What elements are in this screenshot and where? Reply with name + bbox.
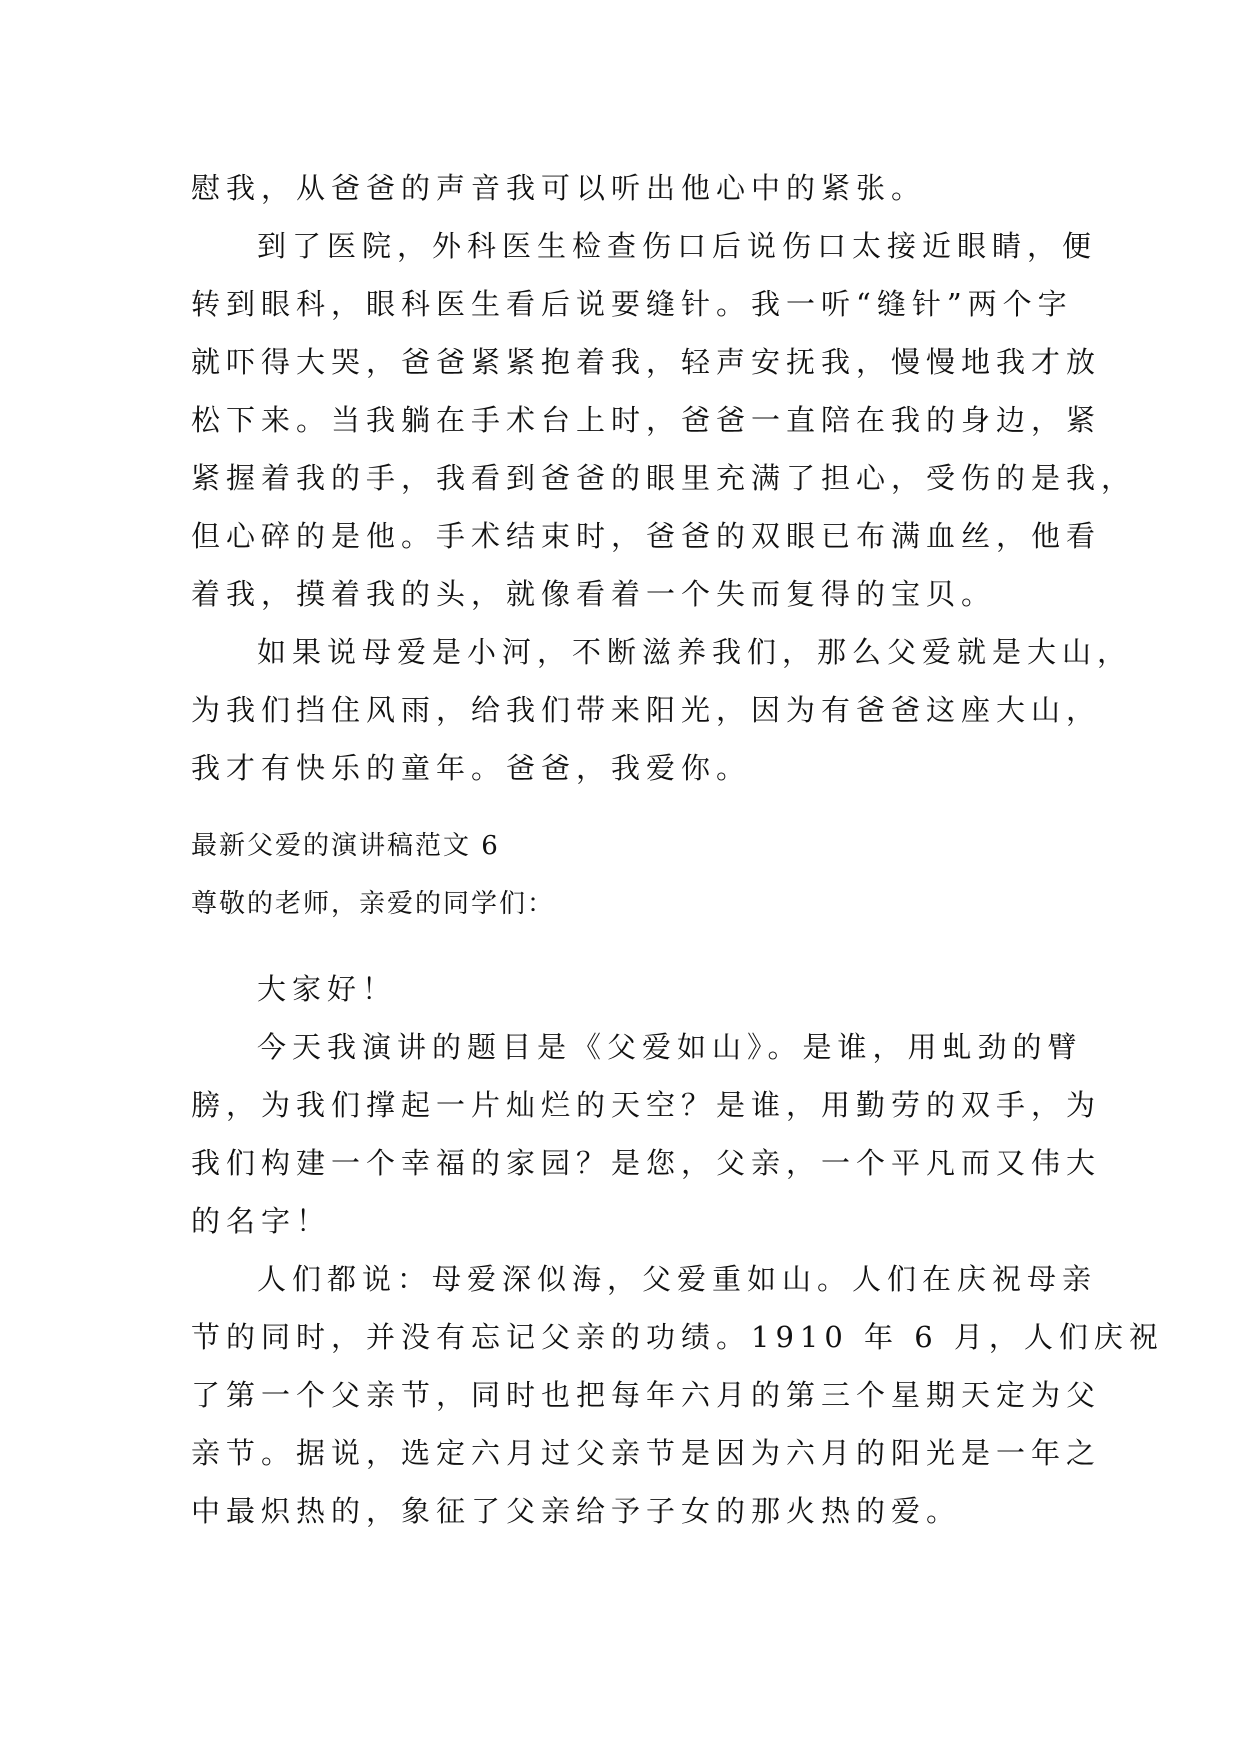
text-line: 人们都说：母爱深似海，父爱重如山。人们在庆祝母亲 — [257, 1262, 1098, 1296]
body-text-bottom — [191, 960, 1164, 1540]
text-line: 今天我演讲的题目是《父爱如山》。是谁，用虬劲的臂 — [257, 1030, 1083, 1064]
text-line: 我们构建一个幸福的家园？是您，父亲，一个平凡而又伟大 — [191, 1146, 1102, 1180]
salutation: 尊敬的老师，亲爱的同学们： — [191, 889, 556, 919]
body-text-top — [191, 159, 1137, 797]
text-line: 转到眼科，眼科医生看后说要缝针。我一听“缝针”两个字 — [191, 287, 1073, 321]
text-line: 中最炽热的，象征了父亲给予子女的那火热的爱。 — [191, 1494, 962, 1528]
text-line: 到了医院，外科医生检查伤口后说伤口太接近眼睛，便 — [257, 229, 1098, 263]
text-line: 慰我，从爸爸的声音我可以听出他心中的紧张。 — [191, 171, 927, 205]
section-header — [191, 823, 1071, 927]
text-line: 了第一个父亲节，同时也把每年六月的第三个星期天定为父 — [191, 1378, 1102, 1412]
text-line: 如果说母爱是小河，不断滋养我们，那么父爱就是大山， — [257, 635, 1133, 669]
text-line: 紧握着我的手，我看到爸爸的眼里充满了担心，受伤的是我， — [191, 461, 1137, 495]
text-line: 我才有快乐的童年。爸爸，我爱你。 — [191, 751, 752, 785]
text-line: 节的同时，并没有忘记父亲的功绩。1910 年 6 月，人们庆祝 — [191, 1320, 1164, 1354]
text-line: 亲节。据说，选定六月过父亲节是因为六月的阳光是一年之 — [191, 1436, 1102, 1470]
text-line: 膀，为我们撑起一片灿烂的天空？是谁，用勤劳的双手，为 — [191, 1088, 1102, 1122]
text-line: 但心碎的是他。手术结束时，爸爸的双眼已布满血丝，他看 — [191, 519, 1102, 553]
text-line: 着我，摸着我的头，就像看着一个失而复得的宝贝。 — [191, 577, 997, 611]
greeting: 大家好！ — [257, 972, 398, 1006]
section-title: 最新父爱的演讲稿范文 6 — [191, 831, 500, 861]
text-line: 为我们挡住风雨，给我们带来阳光，因为有爸爸这座大山， — [191, 693, 1102, 727]
text-line: 就吓得大哭，爸爸紧紧抱着我，轻声安抚我，慢慢地我才放 — [191, 345, 1102, 379]
text-line: 的名字！ — [191, 1204, 332, 1238]
text-line: 松下来。当我躺在手术台上时，爸爸一直陪在我的身边，紧 — [191, 403, 1102, 437]
